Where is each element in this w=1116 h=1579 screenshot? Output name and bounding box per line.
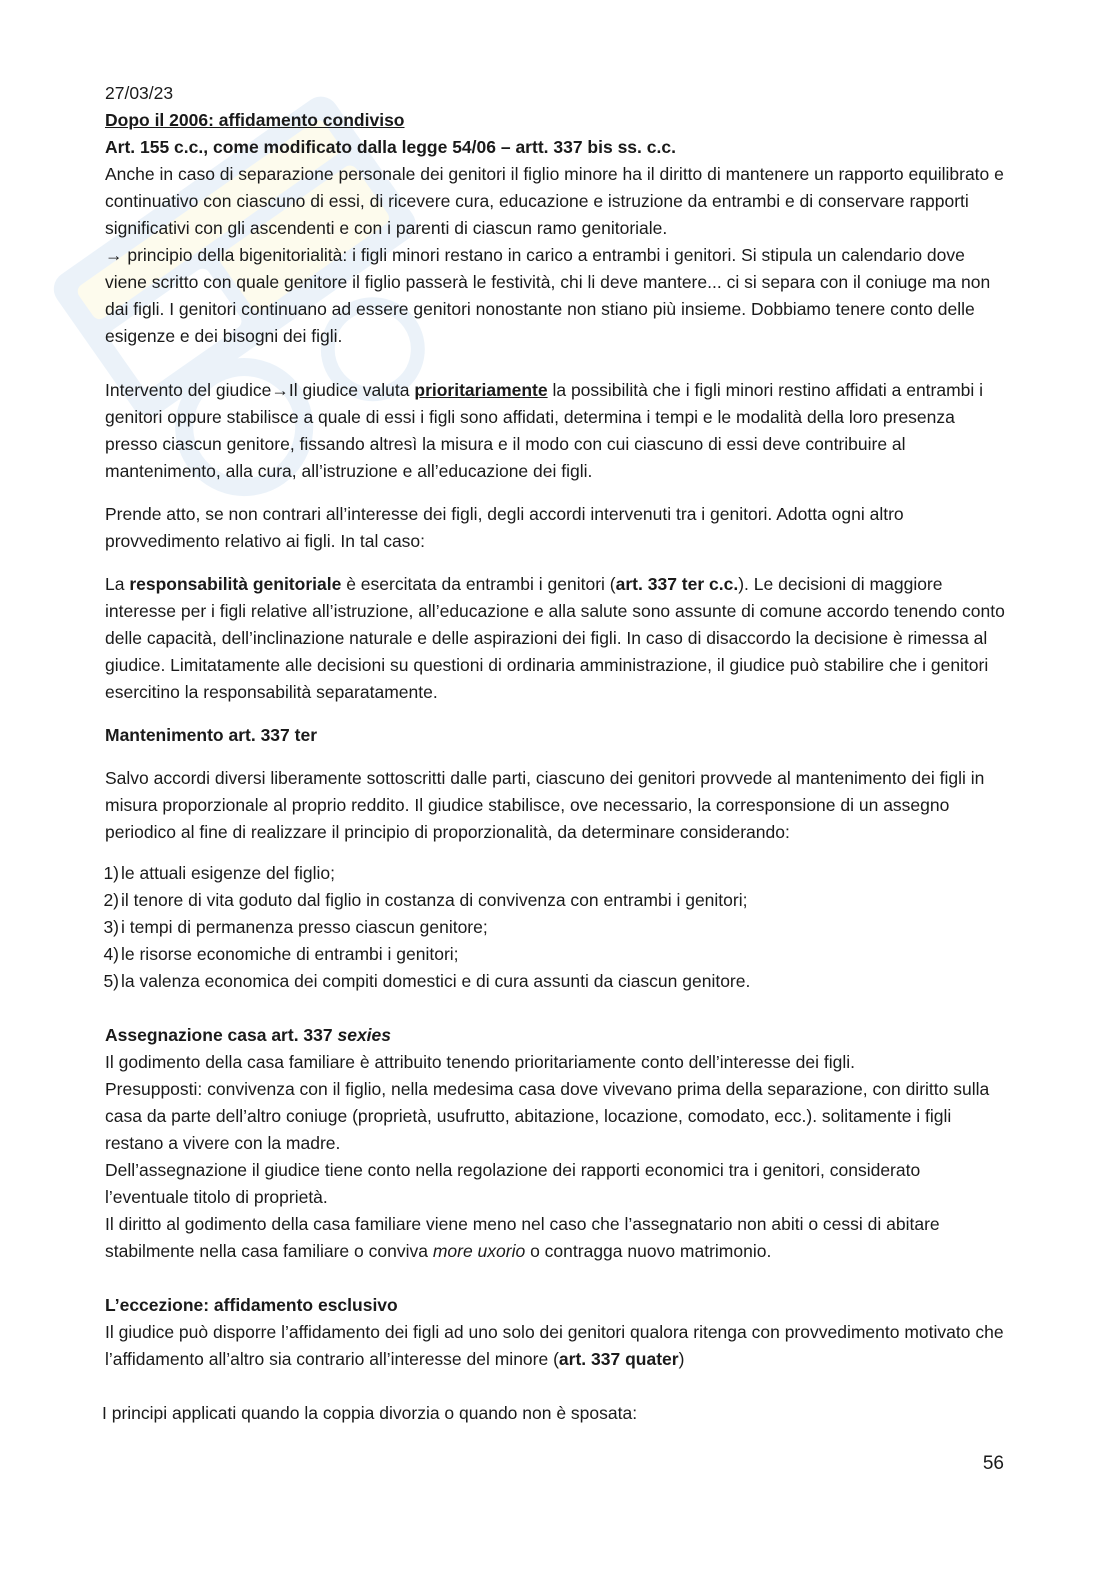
right-arrow-icon: → (105, 245, 123, 265)
list-item: 4) le risorse economiche di entrambi i genitori; (103, 944, 459, 964)
maintenance-criteria-list (105, 860, 1005, 995)
judge-lead: Intervento del giudice (105, 380, 272, 400)
right-arrow-icon: → (271, 380, 289, 400)
house-line-2: Presupposti: convivenza con il figlio, nella medesima casa dove vivevano prima della separazione, con diritto sulla casa da parte dell’altro coniuge (proprietà, usufrutto, abitazione, locazione, comodato, ecc.). solitamente i figli restano a vivere con la madre. (105, 1079, 990, 1153)
house-heading: Assegnazione casa art. 337 sexies (105, 1025, 392, 1045)
list-item: 2) il tenore di vita goduto dal figlio in costanza di convivenza con entrambi i genitori; (103, 890, 748, 910)
exclusive-paragraph: Il giudice può disporre l’affidamento dei figli ad uno solo dei genitori qualora ritenga con provvedimento motivato che l’affidamento all’altro sia contrario all’interesse del minore (art. 337 quater) (105, 1322, 1004, 1369)
page-number: 56 (982, 1453, 1004, 1474)
list-item: 3) i tempi di permanenza presso ciascun genitore; (103, 917, 488, 937)
list-item: 5) la valenza economica dei compiti domestici e di cura assunti da ciascun genitore. (103, 971, 751, 991)
intro-paragraph: Anche in caso di separazione personale dei genitori il figlio minore ha il diritto di mantenere un rapporto equilibrato e continuativo con ciascuno di essi, di ricevere cura, educazione e istruzione da entrambi e di conservare rapporti significativi con gli ascendenti e con i parenti di ciascun ramo genitoriale. (105, 164, 1004, 238)
section-title: Dopo il 2006: affidamento condiviso (105, 110, 405, 130)
acknowledge-paragraph: Prende atto, se non contrari all’interesse dei figli, degli accordi intervenuti tra i genitori. Adotta ogni altro provvedimento relativo ai figli. In tal caso: (105, 504, 904, 551)
closing-line: I principi applicati quando la coppia divorzia o quando non è sposata: (102, 1403, 638, 1423)
bigenitoriality-paragraph (105, 242, 1005, 350)
article-reference: art. 337 quater (558, 1349, 679, 1369)
article-reference: art. 337 ter c.c. (615, 574, 739, 594)
house-line-1: Il godimento della casa familiare è attribuito tenendo prioritariamente conto dell’interesse dei figli. (105, 1052, 855, 1072)
responsibility-term: responsabilità genitoriale (129, 574, 342, 594)
exclusive-heading: L’eccezione: affidamento esclusivo (105, 1295, 398, 1315)
document-page (102, 80, 1005, 1427)
responsibility-paragraph: La responsabilità genitoriale è esercitata da entrambi i genitori (art. 337 ter c.c.). Le decisioni di maggiore interesse per i figli relative all’istruzione, all’educazione e alla salute sono assunte di comune accordo tenendo conto delle capacità, dell’inclinazione naturale e delle aspirazioni dei figli. In caso di disaccordo la decisione è rimessa al giudice. Limitatamente alle decisioni su questioni di ordinaria amministrazione, il giudice può stabilire che i genitori esercitino la responsabilità separatamente. (105, 574, 1005, 702)
house-line-4: Il diritto al godimento della casa familiare viene meno nel caso che l’assegnatario non abiti o cessi di abitare stabilmente nella casa familiare o conviva more uxorio o contragga nuovo matrimonio. (105, 1214, 940, 1261)
bigenitoriality-text: principio della bigenitorialità: i figli minori restano in carico a entrambi i genitori. Si stipula un calendario dove viene scritto con quale genitore il figlio passerà le festività, chi li deve mantere... ci si separa con il coniuge ma non dai figli. I genitori continuano ad essere genitori nonostante non stiano più insieme. Dobbiamo tenere conto delle esigenze e dei bisogni dei figli. (105, 245, 991, 346)
judge-emphasis: prioritariamente (414, 380, 548, 400)
article-title: Art. 155 c.c., come modificato dalla legge 54/06 – artt. 337 bis ss. c.c. (105, 137, 676, 157)
judge-paragraph: Intervento del giudice→Il giudice valuta prioritariamente la possibilità che i figli minori restino affidati a entrambi i genitori oppure stabilisce a quale di essi i figli sono affidati, determina i tempi e le modalità della loro presenza presso ciascun genitore, fissando altresì la misura e il modo con cui ciascuno di essi deve contribuire al mantenimento, alla cura, all’istruzione e all’educazione dei figli. (105, 380, 984, 481)
maintenance-heading: Mantenimento art. 337 ter (105, 725, 317, 745)
note-date: 27/03/23 (105, 83, 174, 103)
list-item: 1) le attuali esigenze del figlio; (103, 863, 336, 883)
house-line-3: Dell’assegnazione il giudice tiene conto nella regolazione dei rapporti economici tra i genitori, considerato l’eventuale titolo di proprietà. (105, 1160, 921, 1207)
maintenance-paragraph: Salvo accordi diversi liberamente sottoscritti dalle parti, ciascuno dei genitori provvede al mantenimento dei figli in misura proporzionale al proprio reddito. Il giudice stabilisce, ove necessario, la corresponsione di un assegno periodico al fine di realizzare il principio di proporzionalità, da determinare considerando: (105, 768, 985, 842)
